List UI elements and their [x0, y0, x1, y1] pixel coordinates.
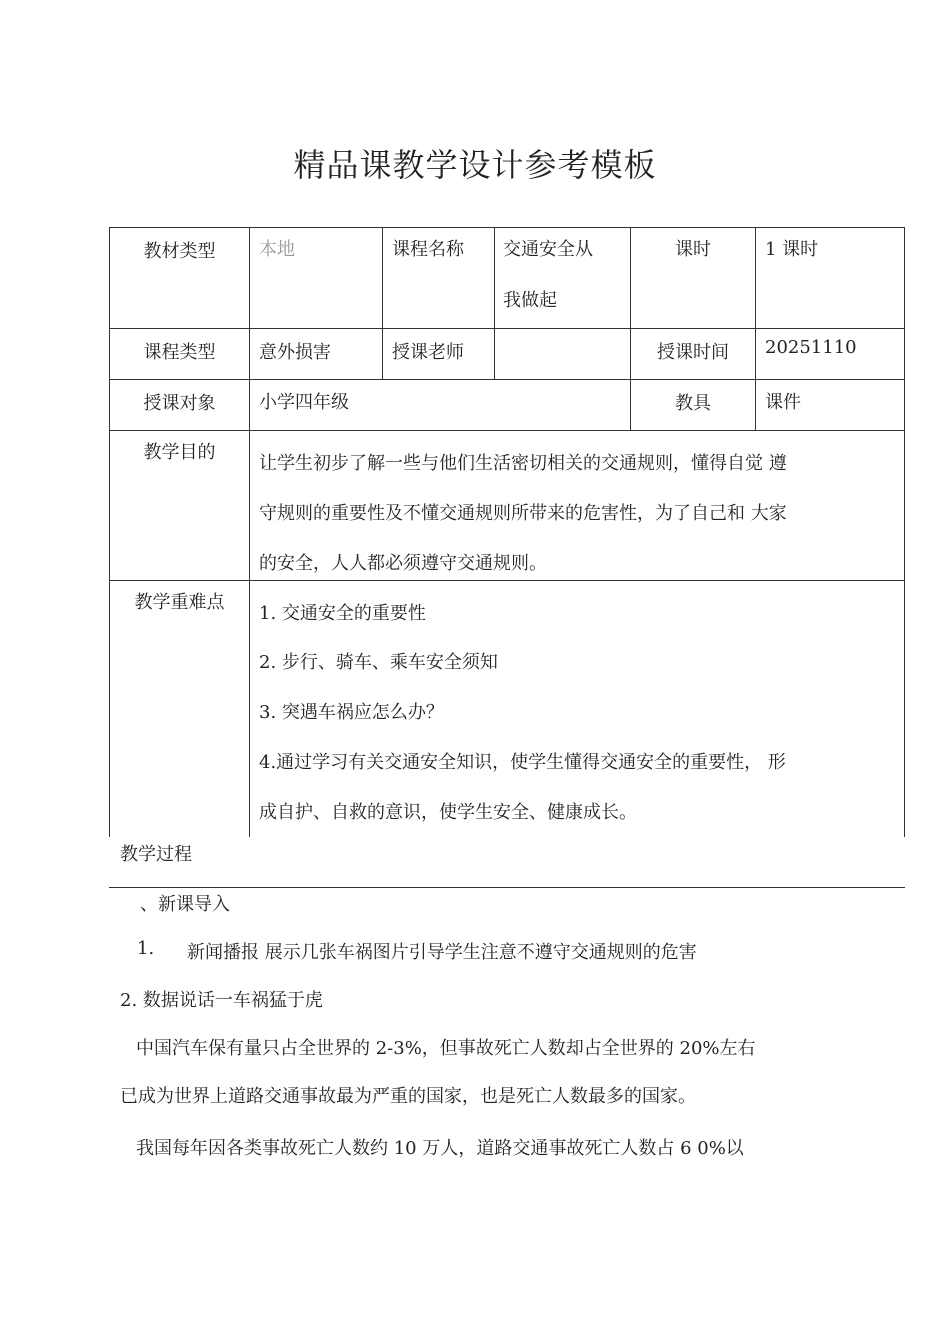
key-points-label: 教学重难点: [134, 592, 225, 613]
audience-label: 授课对象: [143, 393, 216, 414]
table-col-divider: [494, 227, 495, 380]
teacher-label: 授课老师: [392, 342, 464, 363]
body-paragraph: 中国汽车保有量只占全世界的 2-3%，但事故死亡人数却占全世界的 20%左右: [136, 1038, 756, 1059]
body-paragraph: 我国每年因各类事故死亡人数约 10 万人，道路交通事故死亡人数占 6 0%以: [136, 1138, 744, 1159]
table-col-divider: [382, 227, 383, 380]
material-type-label: 教材类型: [143, 241, 216, 262]
audience-value: 小学四年级: [259, 392, 349, 413]
page-title: 精品课教学设计参考模板: [293, 146, 657, 184]
course-name-label: 课程名称: [392, 239, 464, 260]
list-item-text: 新闻播报 展示几张车祸图片引导学生注意不遵守交通规则的危害: [187, 942, 697, 963]
course-name-line2: 我做起: [503, 290, 557, 311]
table-col-divider: [755, 227, 756, 430]
table-col-divider: [249, 227, 250, 837]
key-point-item: 4.通过学习有关交通安全知识，使学生懂得交通安全的重要性， 形: [259, 752, 786, 773]
key-point-item: 2. 步行、骑车、乘车安全须知: [259, 652, 498, 673]
section-heading: 、新课导入: [140, 894, 230, 915]
table-border-left: [109, 227, 110, 837]
list-item-number: 1.: [137, 938, 155, 959]
goal-label: 教学目的: [143, 442, 216, 463]
list-item: 2. 数据说话一车祸猛于虎: [120, 990, 323, 1011]
process-heading: 教学过程: [120, 844, 192, 865]
time-value: 20251110: [765, 337, 857, 358]
course-type-label: 课程类型: [143, 342, 216, 363]
period-label: 课时: [675, 239, 711, 260]
body-paragraph: 已成为世界上道路交通事故最为严重的国家，也是死亡人数最多的国家。: [120, 1086, 696, 1107]
table-border-right: [904, 227, 905, 837]
goal-line: 的安全，人人都必须遵守交通规则。: [259, 553, 547, 574]
course-type-value: 意外损害: [259, 342, 331, 363]
goal-line: 守规则的重要性及不懂交通规则所带来的危害性，为了自己和 大家: [259, 503, 787, 524]
key-point-item: 1. 交通安全的重要性: [259, 603, 426, 624]
material-type-value: 本地: [259, 239, 295, 260]
period-value: 1 课时: [765, 239, 819, 260]
course-name-line1: 交通安全从: [503, 239, 593, 260]
section-divider: [109, 887, 905, 888]
tools-label: 教具: [675, 393, 711, 414]
key-point-item: 3. 突遇车祸应怎么办？: [259, 702, 444, 723]
tools-value: 课件: [765, 392, 801, 413]
goal-line: 让学生初步了解一些与他们生活密切相关的交通规则，懂得自觉 遵: [259, 453, 787, 474]
key-point-item: 成自护、自救的意识，使学生安全、健康成长。: [259, 802, 637, 823]
time-label: 授课时间: [657, 342, 729, 363]
